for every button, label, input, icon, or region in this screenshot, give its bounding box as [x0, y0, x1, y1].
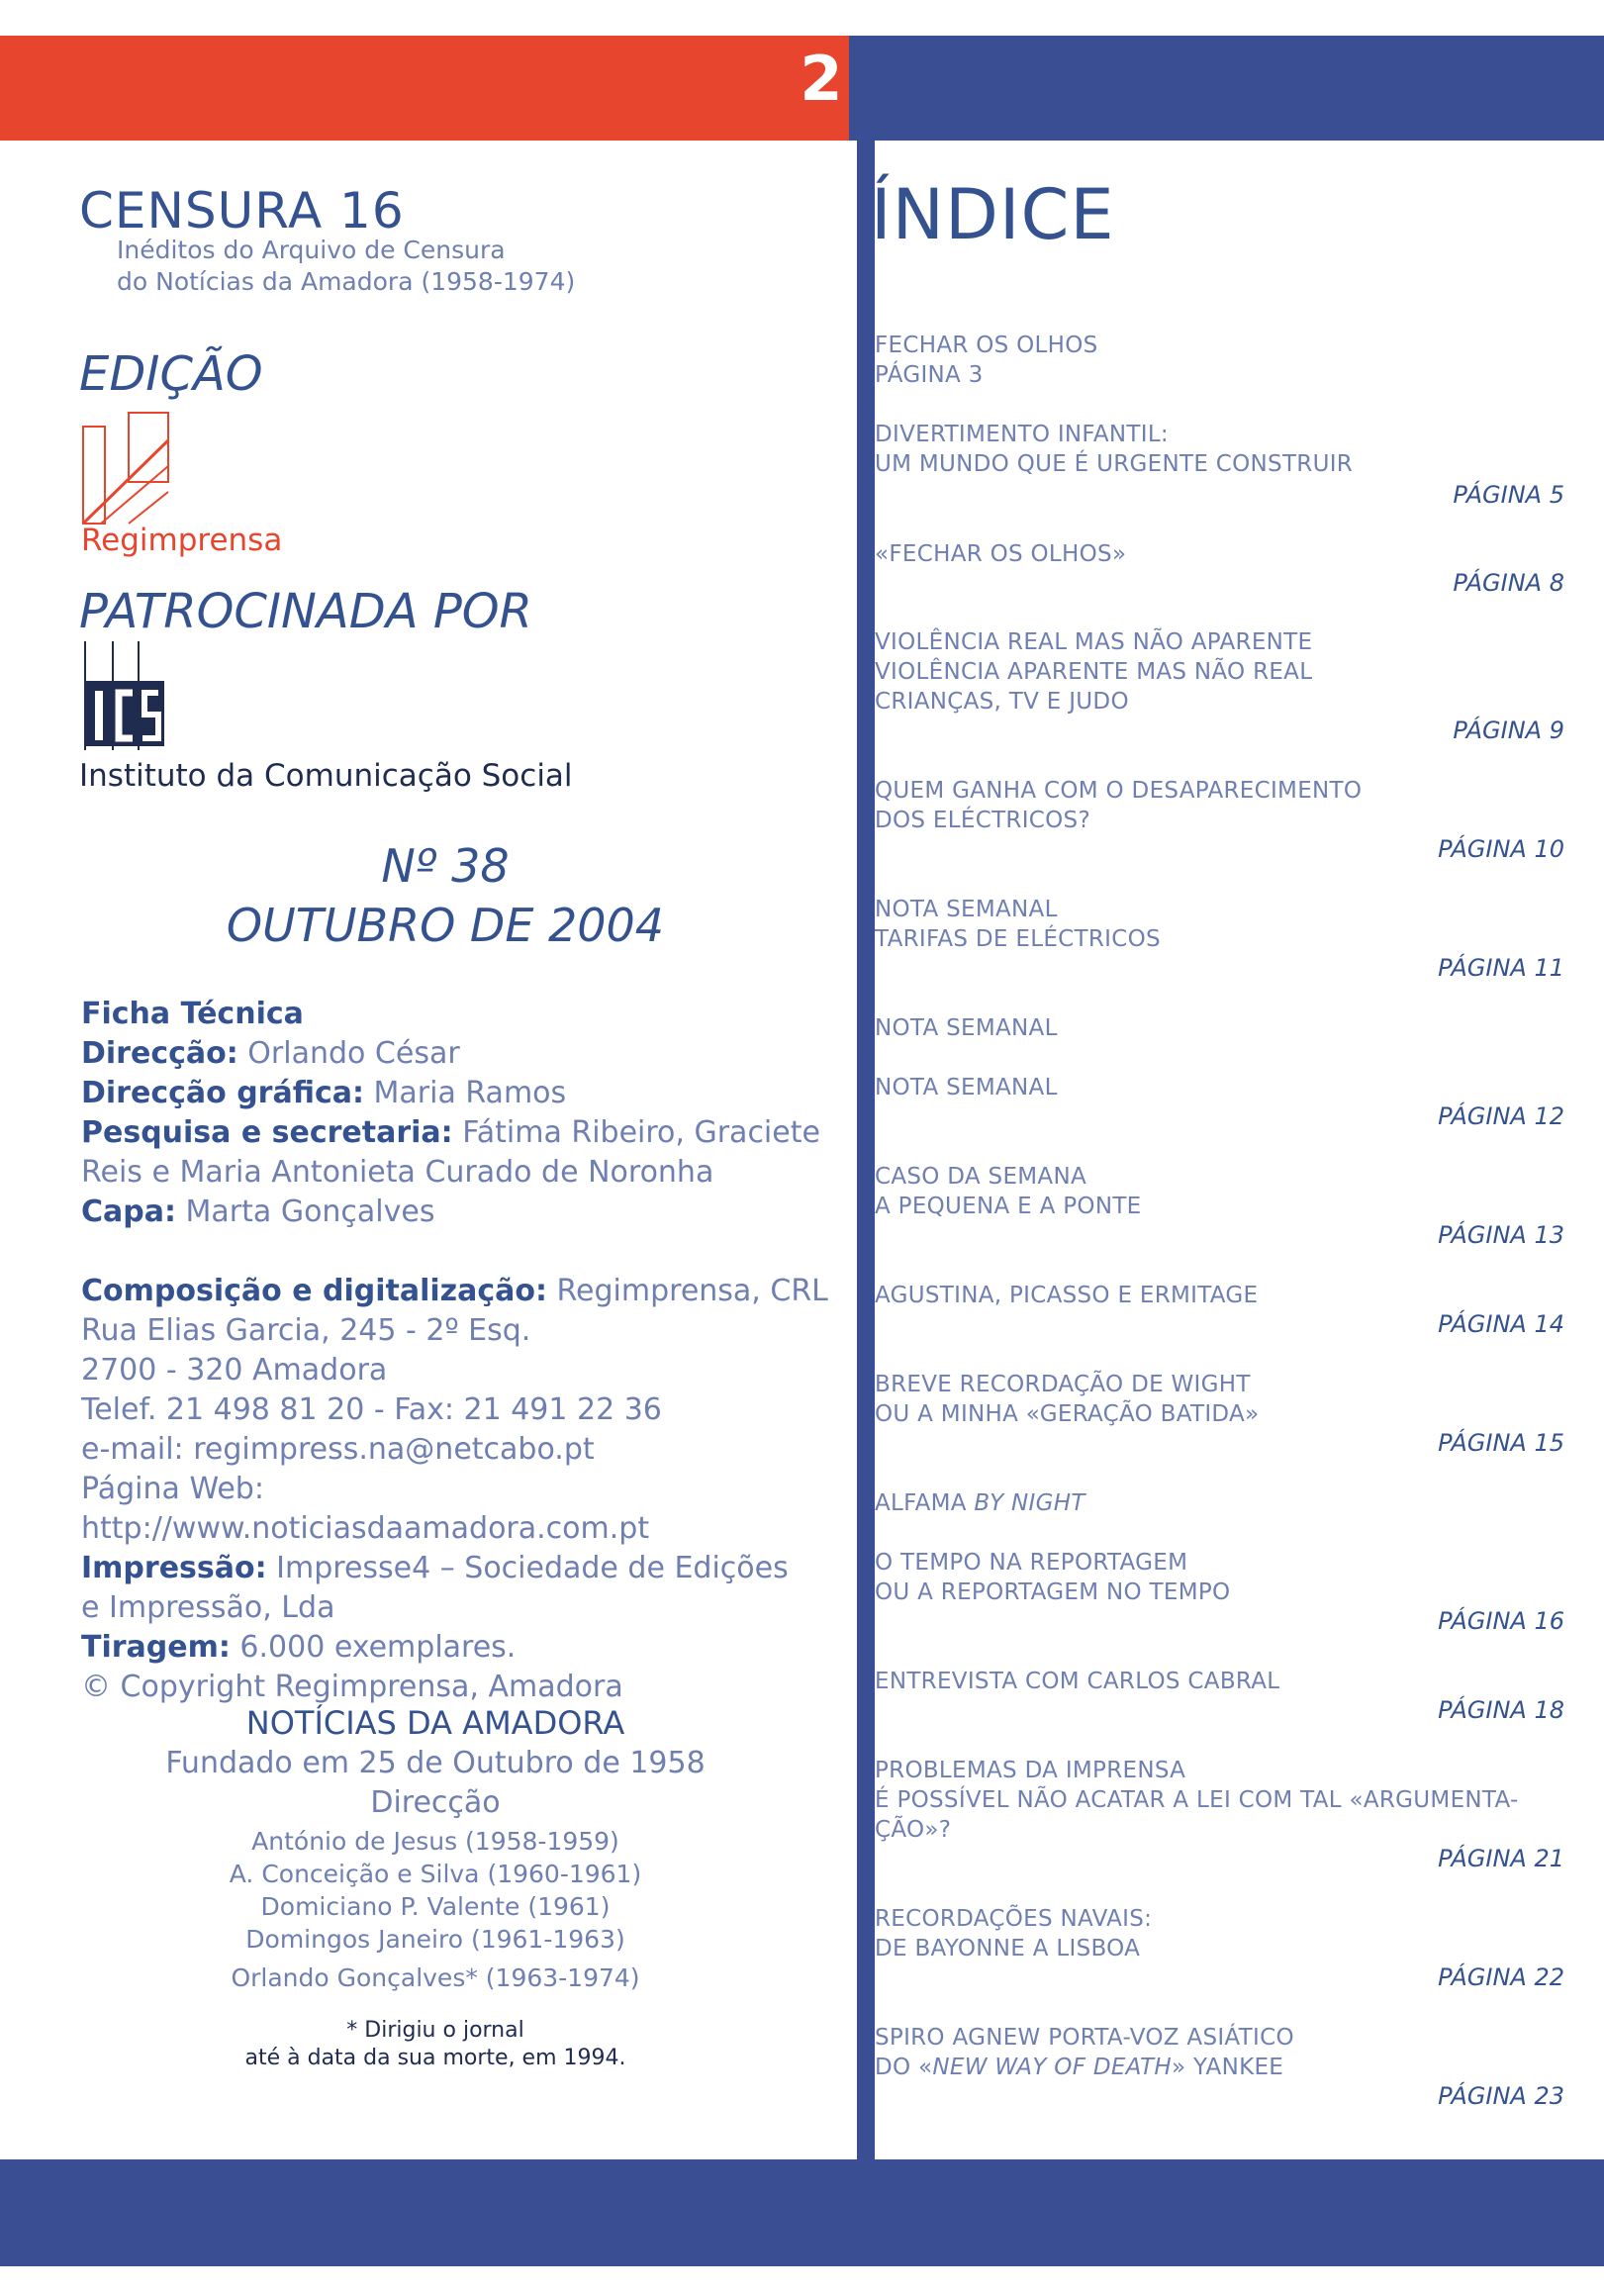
indice-title: ÍNDICE: [871, 174, 1115, 255]
toc-page[interactable]: PÁGINA 18: [1438, 1696, 1564, 1724]
toc-entry[interactable]: O TEMPO NA REPORTAGEM OU A REPORTAGEM NO TEMPO: [875, 1550, 1231, 1605]
toc-entry[interactable]: VIOLÊNCIA REAL MAS NÃO APARENTE VIOLÊNCIA APARENTE MAS NÃO REAL CRIANÇAS, TV E JUDO: [875, 629, 1313, 715]
toc-page[interactable]: PÁGINA 14: [1438, 1310, 1564, 1338]
toc-page[interactable]: PÁGINA 8: [1453, 569, 1564, 597]
toc-page[interactable]: PÁGINA 23: [1438, 2082, 1564, 2110]
ficha-copyright: © Copyright Regimprensa, Amadora: [81, 1670, 623, 1704]
director-item: António de Jesus (1958-1959): [251, 1827, 619, 1856]
toc-page[interactable]: PÁGINA 16: [1438, 1607, 1564, 1635]
toc-page[interactable]: PÁGINA 11: [1438, 954, 1564, 982]
toc-entry[interactable]: QUEM GANHA COM O DESAPARECIMENTO DOS ELÉCTRICOS?: [875, 778, 1363, 833]
ficha-email[interactable]: e-mail: regimpress.na@netcabo.pt: [81, 1432, 595, 1467]
toc-page[interactable]: PÁGINA 9: [1453, 717, 1564, 744]
publication-subtitle-1: Inéditos do Arquivo de Censura: [117, 236, 506, 264]
toc-entry[interactable]: NOTA SEMANAL TARIFAS DE ELÉCTRICOS: [875, 897, 1161, 952]
publication-title: CENSURA 16: [79, 182, 405, 239]
ficha-impressao-2: e Impressão, Lda: [81, 1590, 335, 1625]
toc-page[interactable]: PÁGINA 12: [1438, 1102, 1564, 1130]
ficha-capa: Capa: Marta Gonçalves: [81, 1195, 435, 1229]
toc-entry[interactable]: ENTREVISTA COM CARLOS CABRAL: [875, 1669, 1280, 1694]
ics-name: Instituto da Comunicação Social: [79, 758, 573, 794]
top-red-band: [0, 36, 849, 141]
ficha-heading: Ficha Técnica: [81, 997, 304, 1031]
toc-page[interactable]: PÁGINA 10: [1438, 835, 1564, 863]
ficha-address-1: Rua Elias Garcia, 245 - 2º Esq.: [81, 1313, 531, 1348]
toc-page[interactable]: PÁGINA 13: [1438, 1221, 1564, 1249]
regimprensa-label: Regimprensa: [81, 523, 283, 558]
toc-entry[interactable]: NOTA SEMANAL: [875, 1015, 1058, 1041]
toc-entry[interactable]: DIVERTIMENTO INFANTIL: UM MUNDO QUE É URGENTE CONSTRUIR: [875, 422, 1354, 477]
ficha-tiragem: Tiragem: 6.000 exemplares.: [81, 1630, 517, 1665]
toc-page[interactable]: PÁGINA 5: [1453, 481, 1564, 509]
regimprensa-logo: [81, 411, 170, 525]
ficha-pesquisa: Pesquisa e secretaria: Fátima Ribeiro, Graciete: [81, 1115, 820, 1150]
publication-subtitle-2: do Notícias da Amadora (1958-1974): [117, 267, 576, 296]
toc-page[interactable]: PÁGINA 22: [1438, 1963, 1564, 1991]
ficha-composicao: Composição e digitalização: Regimprensa, CRL: [81, 1274, 828, 1308]
issue-number: Nº 38: [381, 839, 510, 893]
toc-entry[interactable]: AGUSTINA, PICASSO E ERMITAGE: [875, 1283, 1259, 1308]
toc-entry[interactable]: RECORDAÇÕES NAVAIS: DE BAYONNE A LISBOA: [875, 1906, 1153, 1961]
top-blue-band: [849, 36, 1604, 141]
noticias-directors: [79, 1825, 792, 1994]
noticias-founded: Fundado em 25 de Outubro de 1958: [165, 1746, 706, 1780]
toc-entry[interactable]: «FECHAR OS OLHOS»: [875, 541, 1127, 567]
toc-entry[interactable]: CASO DA SEMANA A PEQUENA E A PONTE: [875, 1164, 1142, 1219]
issue-date: OUTUBRO DE 2004: [226, 899, 665, 952]
ficha-impressao: Impressão: Impresse4 – Sociedade de Edições: [81, 1551, 789, 1585]
toc-entry[interactable]: BREVE RECORDAÇÃO DE WIGHT OU A MINHA «GERAÇÃO BATIDA»: [875, 1372, 1260, 1427]
ficha-direccao: Direcção: Orlando César: [81, 1036, 460, 1071]
director-item: Domingos Janeiro (1961-1963): [245, 1925, 625, 1954]
noticias-title: NOTÍCIAS DA AMADORA: [245, 1704, 625, 1742]
noticias-direccao-heading: Direcção: [370, 1785, 501, 1820]
toc-entry[interactable]: ALFAMA BY NIGHT: [875, 1490, 1085, 1516]
toc-page[interactable]: PÁGINA 21: [1438, 1845, 1564, 1872]
ics-logo: [81, 641, 170, 750]
sponsor-heading: PATROCINADA POR: [79, 584, 532, 639]
director-item: Domiciano P. Valente (1961): [260, 1892, 611, 1921]
ficha-phone: Telef. 21 498 81 20 - Fax: 21 491 22 36: [81, 1392, 662, 1427]
toc-entry[interactable]: NOTA SEMANAL: [875, 1075, 1058, 1100]
edition-heading: EDIÇÃO: [79, 346, 263, 402]
ficha-pesquisa-2: Reis e Maria Antonieta Curado de Noronha: [81, 1155, 714, 1190]
toc-page[interactable]: PÁGINA 15: [1438, 1429, 1564, 1457]
ficha-grafica: Direcção gráfica: Maria Ramos: [81, 1076, 567, 1110]
toc-entry[interactable]: PROBLEMAS DA IMPRENSA É POSSÍVEL NÃO ACATAR A LEI COM TAL «ARGUMENTA- ÇÃO»?: [875, 1758, 1519, 1843]
noticias-note: * Dirigiu o jornal até à data da sua morte, em 1994.: [244, 2018, 626, 2070]
director-item: Orlando Gonçalves* (1963-1974): [231, 1963, 640, 1992]
ficha-web[interactable]: Página Web: http://www.noticiasdaamadora.com.pt: [81, 1472, 650, 1546]
toc-entry[interactable]: SPIRO AGNEW PORTA-VOZ ASIÁTICO DO «NEW WAY OF DEATH» YANKEE: [875, 2025, 1294, 2080]
ficha-tecnica: [81, 995, 833, 1707]
director-item: A. Conceição e Silva (1960-1961): [229, 1860, 642, 1888]
page-number: 2: [800, 43, 843, 115]
toc-entry[interactable]: FECHAR OS OLHOS PÁGINA 3: [875, 333, 1098, 388]
ficha-address-2: 2700 - 320 Amadora: [81, 1353, 388, 1387]
column-divider: [857, 141, 875, 2159]
bottom-blue-band: [0, 2159, 1604, 2266]
